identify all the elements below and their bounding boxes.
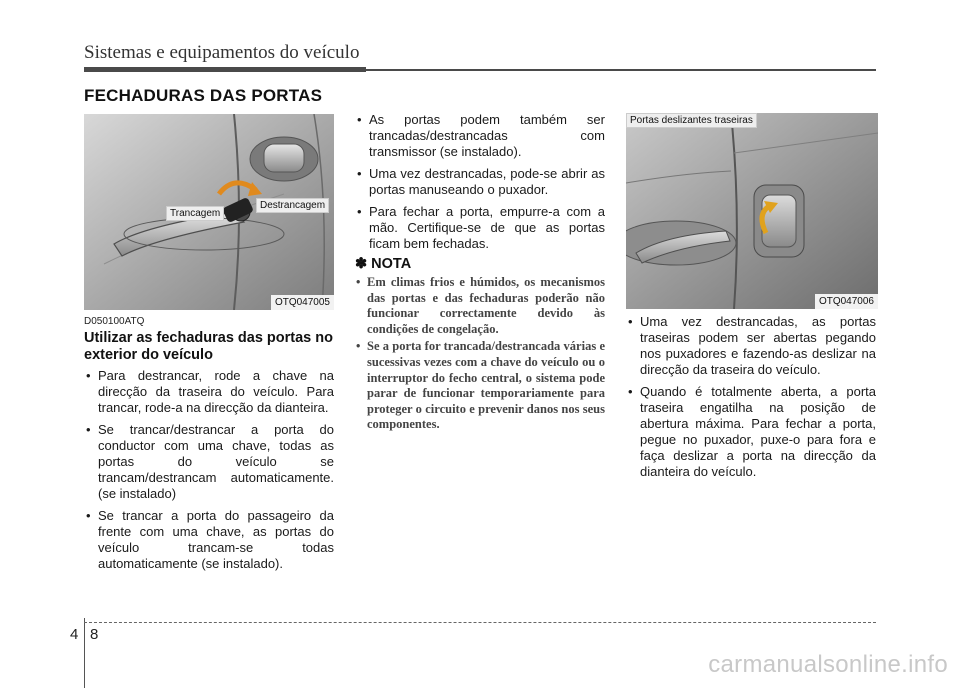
photo-code: OTQ047005: [271, 295, 334, 310]
watermark: carmanualsonline.info: [708, 651, 948, 678]
right-bullet-list: [626, 314, 876, 486]
sliding-door-photo: [626, 113, 878, 309]
photo-label-lock: Trancagem: [166, 206, 224, 221]
left-bullet-list: [84, 368, 334, 578]
subheading: Utilizar as fechaduras das portas no exterior do veículo: [84, 330, 333, 363]
photo-label-unlock: Destrancagem: [256, 198, 329, 213]
middle-bullet-list: [355, 112, 605, 258]
list-item: • Para destrancar, rode a chave na direcção da traseira do veículo. Para trancar, rode-a na direcção da dianteira.: [84, 368, 334, 416]
page-number: 8: [90, 626, 99, 643]
reference-code: D050100ATQ: [84, 316, 145, 327]
list-item: • As portas podem também ser trancadas/destrancadas com transmissor (se instalado).: [355, 112, 605, 160]
section-title: FECHADURAS DAS PORTAS: [84, 86, 323, 105]
list-item: • Uma vez destrancadas, pode-se abrir as portas manuseando o puxador.: [355, 166, 605, 198]
header-rule: [84, 67, 366, 72]
list-item: • Uma vez destrancadas, as portas traseiras podem ser abertas pegando nos puxadores e fazendo-as deslizar na direcção da traseira do veículo.: [626, 314, 876, 378]
nota-item: • Em climas frios e húmidos, os mecanismos das portas e das fechaduras poderão não funcionar correctamente devido às condições de congelação.: [355, 275, 605, 337]
header-rule-thin: [366, 69, 876, 71]
photo-label-sliding: Portas deslizantes traseiras: [626, 113, 757, 128]
door-lock-photo: [84, 114, 334, 310]
list-item: • Quando é totalmente aberta, a porta traseira engatilha na posição de abertura máxima. Para fechar a porta, pegue no puxador, puxe-o para fora e faça deslizar a porta na direcção da dianteira do veículo.: [626, 384, 876, 480]
chapter-title: Sistemas e equipamentos do veículo: [84, 42, 360, 63]
footer-rule-vertical: [84, 618, 85, 688]
photo-code: OTQ047006: [815, 294, 878, 309]
sliding-door-illustration: [626, 113, 878, 309]
list-item: • Se trancar/destrancar a porta do conductor com uma chave, todas as portas do veículo se trancam/destrancam automaticamente. (se instalado): [84, 422, 334, 502]
list-item: • Para fechar a porta, empurre-a com a mão. Certifique-se de que as portas ficam bem fechadas.: [355, 204, 605, 252]
list-item: • Se trancar a porta do passageiro da frente com uma chave, as portas do veículo trancam-se todas automaticamente (se instalado).: [84, 508, 334, 572]
footer-rule-horizontal: [84, 622, 876, 623]
page-chapter: 4: [70, 626, 79, 643]
nota-list: [355, 275, 605, 435]
nota-item: • Se a porta for trancada/destrancada várias e sucessivas vezes com a chave do veículo ou o interruptor do fecho central, o sistema pode parar de funcionar temporariamente para proteger o circuito e prevenir danos nos seus componentes.: [355, 339, 605, 433]
nota-heading: ✽ NOTA: [355, 256, 412, 272]
